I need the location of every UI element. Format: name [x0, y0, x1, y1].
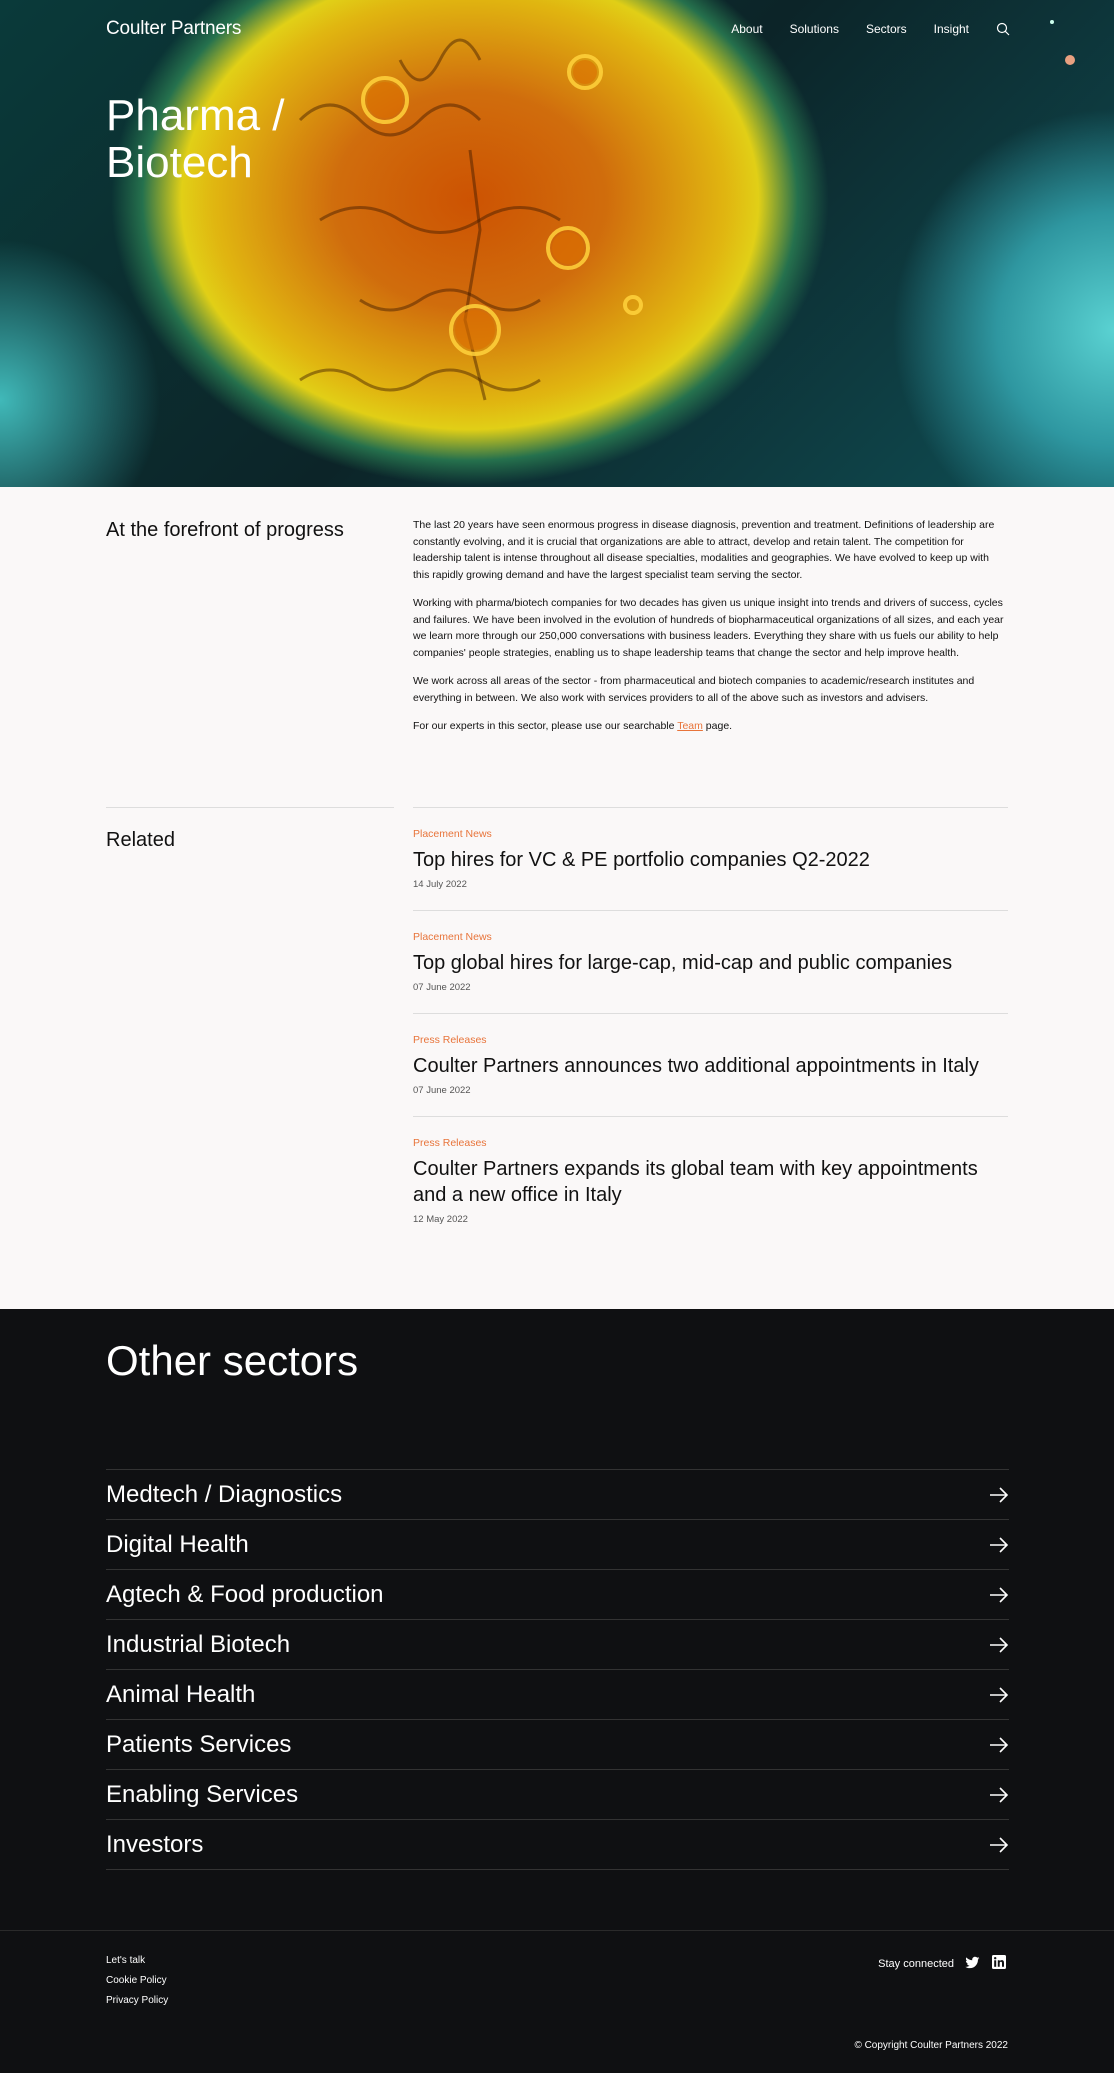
related-category: Press Releases: [413, 1137, 487, 1149]
arrow-right-icon: [989, 1787, 1009, 1803]
team-suffix: page.: [702, 720, 733, 732]
hero-microscope-image: [0, 0, 1114, 487]
related-title[interactable]: Top global hires for large-cap, mid-cap and public companies: [413, 952, 953, 974]
sector-label: Agtech & Food production: [106, 1580, 384, 1608]
copyright: © Copyright Coulter Partners 2022: [854, 2040, 1008, 2051]
nav-sectors[interactable]: Sectors: [865, 22, 907, 36]
search-icon[interactable]: [996, 22, 1010, 36]
footer-lets-talk[interactable]: Let's talk: [106, 1955, 146, 1966]
team-link[interactable]: Team: [677, 720, 703, 732]
sector-item-investors[interactable]: [106, 1820, 1009, 1870]
team-prefix: For our experts in this sector, please use our searchable: [413, 720, 678, 732]
related-title[interactable]: Coulter Partners expands its global team with key appointments and a new office in Italy: [413, 1158, 978, 1206]
logo[interactable]: Coulter Partners: [106, 18, 242, 39]
twitter-icon[interactable]: [965, 1956, 980, 1970]
sector-list: [106, 1469, 1009, 1870]
sector-item-agtech[interactable]: [106, 1570, 1009, 1620]
related-date: 14 July 2022: [413, 879, 467, 890]
sector-item-industrial-biotech[interactable]: [106, 1620, 1009, 1670]
team-paragraph: [413, 718, 1008, 735]
sector-item-digital-health[interactable]: [106, 1520, 1009, 1570]
nav-solutions[interactable]: Solutions: [789, 22, 839, 36]
sector-label: Enabling Services: [106, 1780, 299, 1808]
related-category: Placement News: [413, 828, 492, 840]
sector-item-patients-services[interactable]: [106, 1720, 1009, 1770]
footer-links: [106, 1955, 168, 2015]
arrow-right-icon: [989, 1637, 1009, 1653]
nav-insight[interactable]: Insight: [933, 22, 969, 36]
related-date: 07 June 2022: [413, 1085, 471, 1096]
intro-heading: At the forefront of progress: [106, 519, 344, 541]
related-date: 07 June 2022: [413, 982, 471, 993]
intro-paragraph: We work across all areas of the sector - from pharmaceutical and biotech companies to academic/research institutes and everything in between. We also work with services providers to all of the above such as investors and advisers.: [413, 675, 975, 704]
arrow-right-icon: [989, 1837, 1009, 1853]
nav-about[interactable]: About: [731, 22, 763, 36]
sector-label: Digital Health: [106, 1530, 249, 1558]
sector-label: Medtech / Diagnostics: [106, 1480, 343, 1508]
related-title[interactable]: Top hires for VC & PE portfolio companies Q2-2022: [413, 849, 870, 871]
nav-links: [731, 22, 1010, 36]
related-title[interactable]: Coulter Partners announces two additional appointments in Italy: [413, 1055, 979, 1077]
sector-label: Patients Services: [106, 1730, 292, 1758]
related-item[interactable]: [413, 910, 1008, 1013]
arrow-right-icon: [989, 1537, 1009, 1553]
stay-connected-label: Stay connected: [878, 1958, 954, 1970]
related-heading: Related: [106, 829, 175, 851]
arrow-right-icon: [989, 1737, 1009, 1753]
hero-banner: [0, 0, 1114, 487]
sector-label: Industrial Biotech: [106, 1630, 291, 1658]
sector-item-medtech[interactable]: [106, 1470, 1009, 1520]
footer-cookie-policy[interactable]: Cookie Policy: [106, 1975, 167, 1986]
related-list: [413, 807, 1008, 1245]
footer-privacy-policy[interactable]: Privacy Policy: [106, 1995, 169, 2006]
other-sectors-section: [0, 1309, 1114, 2073]
sector-item-enabling-services[interactable]: [106, 1770, 1009, 1820]
related-item[interactable]: [413, 1116, 1008, 1245]
arrow-right-icon: [989, 1487, 1009, 1503]
divider: [106, 807, 394, 808]
intro-body: [413, 517, 1008, 747]
intro-section: [0, 487, 1114, 807]
top-navigation: [0, 0, 1114, 60]
linkedin-icon[interactable]: [992, 1955, 1006, 1969]
related-date: 12 May 2022: [413, 1214, 468, 1225]
related-section: [0, 807, 1114, 1307]
arrow-right-icon: [989, 1687, 1009, 1703]
sector-label: Animal Health: [106, 1680, 256, 1708]
intro-paragraph: The last 20 years have seen enormous progress in disease diagnosis, prevention and treatment. Definitions of leadership are constantly evolving, and it is crucial that organizations are able to attract, develop and retain talent. The competition for leadership talent is intense throughout all disease specialties, modalities and geographies. We have evolved to keep up with this rapidly growing demand and have the largest specialist team serving the sector.: [413, 519, 995, 581]
related-item[interactable]: [413, 1013, 1008, 1116]
page-title: Pharma / Biotech: [106, 91, 285, 187]
other-sectors-heading: Other sectors: [106, 1337, 359, 1384]
footer-divider: [0, 1930, 1114, 1931]
intro-paragraph: Working with pharma/biotech companies for two decades has given us unique insight into trends and drivers of success, cycles and failures. We have been involved in the evolution of hundreds of biopharmaceutical organizations of all sizes, and each year we learn more through our 250,000 conversations with business leaders. Everything they share with us fuels our ability to help companies' people strategies, enabling us to shape leadership teams that change the sector and help improve health.: [413, 597, 1004, 659]
arrow-right-icon: [989, 1587, 1009, 1603]
sector-item-animal-health[interactable]: [106, 1670, 1009, 1720]
related-item[interactable]: [413, 807, 1008, 910]
related-category: Placement News: [413, 931, 492, 943]
sector-label: Investors: [106, 1830, 204, 1858]
related-category: Press Releases: [413, 1034, 487, 1046]
